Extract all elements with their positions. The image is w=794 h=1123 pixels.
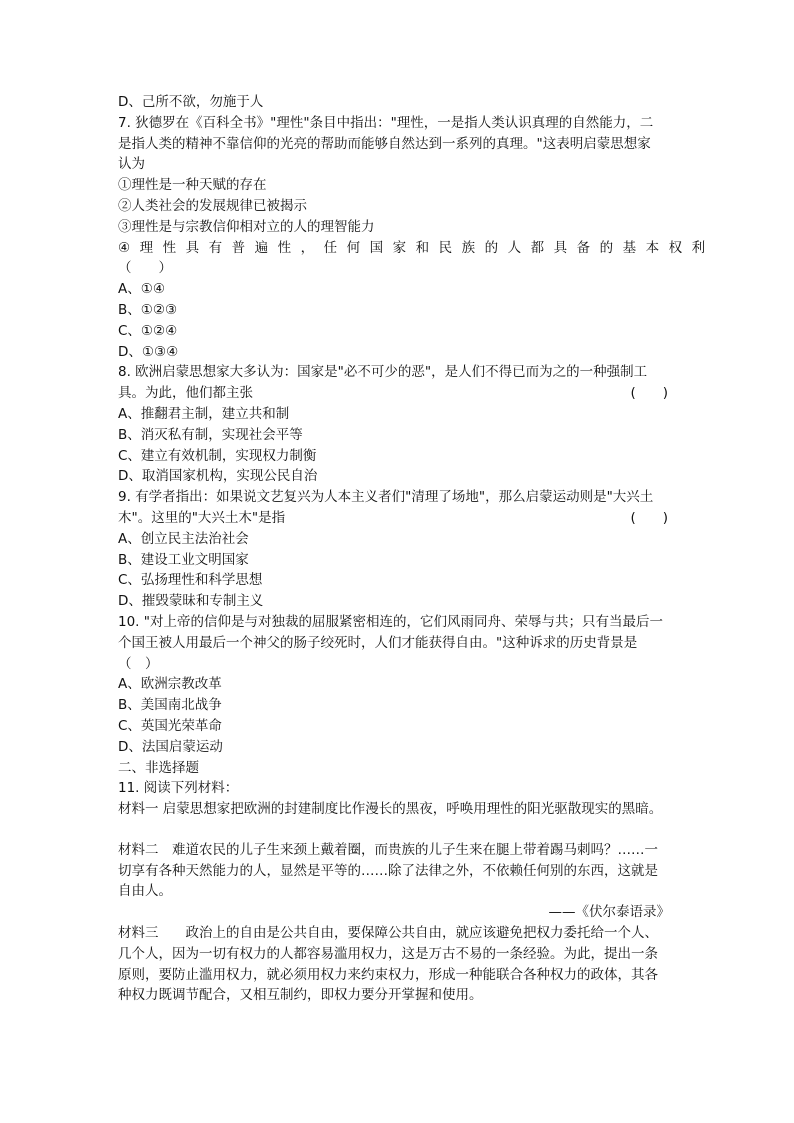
q8-answer-bracket: ( ) [630,385,668,402]
q8-stem-line-2-row [118,383,678,404]
q9-option-a: A、创立民主法治社会 [118,530,249,547]
q11-material-3-line-4: 种权力既调节配合，又相互制约，即权力要分开掌握和使用。 [118,987,483,1004]
q9-option-c: C、弘扬理性和科学思想 [118,572,263,589]
q11-material-2-source: ——《伏尔泰语录》 [548,904,670,921]
section-heading-non-choice: 二、非选择题 [118,759,199,776]
q11-material-1: 材料一 启蒙思想家把欧洲的封建制度比作漫长的黑夜，呼唤用理性的阳光驱散现实的黑暗。 [118,801,663,818]
q8-stem-line-1: 8. 欧洲启蒙思想家大多认为：国家是"必不可少的恶"，是人们不得已而为之的一种强制工 [118,364,648,381]
q8-option-a: A、推翻君主制，建立共和制 [118,405,290,422]
q7-item-4: ④理性具有普遍性，任何国家和民族的人都具备的基本权利 [118,239,715,256]
q8-option-d: D、取消国家机构，实现公民自治 [118,468,318,485]
q10-option-d: D、法国启蒙运动 [118,738,223,755]
q10-option-a: A、欧洲宗教改革 [118,676,222,693]
q10-option-b: B、美国南北战争 [118,697,222,714]
q9-option-b: B、建设工业文明国家 [118,551,249,568]
q7-item-3: ③理性是与宗教信仰相对立的人的理智能力 [118,218,375,235]
q7-stem-line-1: 7. 狄德罗在《百科全书》"理性"条目中指出："理性，一是指人类认识真理的自然能力，二 [118,114,654,131]
q6-option-d: D、己所不欲，勿施于人 [118,94,264,110]
q10-answer-bracket: （ ） [118,655,159,672]
q11-material-2-line-2: 切享有各种天然能力的人，显然是平等的……除了法律之外，不依赖任何别的东西，这就是 [118,862,658,879]
q7-answer-bracket: （ ） [118,260,172,277]
q10-stem-line-2: 个国王被人用最后一个神父的肠子绞死时，人们才能获得自由。"这种诉求的历史背景是 [118,634,638,651]
q7-option-b: B、①②③ [118,301,178,318]
q9-stem-line-2: 木"。这里的"大兴土木"是指 [118,509,286,526]
q7-item-1: ①理性是一种天赋的存在 [118,177,267,194]
q7-stem-line-3: 认为 [118,156,145,173]
q11-stem: 11. 阅读下列材料： [118,780,239,797]
q8-stem-line-2: 具。为此，他们都主张 [118,385,253,402]
q7-option-d: D、①③④ [118,343,179,360]
q7-option-c: C、①②④ [118,322,178,339]
q7-stem-line-2: 是指人类的精神不靠信仰的光亮的帮助而能够自然达到一系列的真理。"这表明启蒙思想家 [118,135,651,152]
q8-option-b: B、消灭私有制，实现社会平等 [118,426,303,443]
q11-material-3-line-2: 几个人，因为一切有权力的人都容易滥用权力，这是万古不易的一条经验。为此，提出一条 [118,945,658,962]
q9-stem-line-2-row [118,508,678,529]
q9-option-d: D、摧毁蒙昧和专制主义 [118,593,264,610]
q10-option-c: C、英国光荣革命 [118,717,222,734]
q9-answer-bracket: ( ) [630,509,668,526]
q11-material-3-line-3: 原则，要防止滥用权力，就必须用权力来约束权力，形成一种能联合各种权力的政体，其各 [118,966,658,983]
paragraph-gap [118,820,678,840]
q11-material-2-line-3: 自由人。 [118,883,172,900]
q7-item-2: ②人类社会的发展规律已被揭示 [118,197,307,214]
q11-material-3-line-1: 材料三 政治上的自由是公共自由，要保障公共自由，就应该避免把权力委托给一个人、 [118,925,658,942]
q10-stem-line-1: 10. "对上帝的信仰是与对独裁的屈服紧密相连的，它们风雨同舟、荣辱与共；只有当最后一 [118,613,663,630]
exam-page [118,92,715,1006]
q8-option-c: C、建立有效机制，实现权力制衡 [118,447,317,464]
q7-option-a: A、①④ [118,281,165,298]
q9-stem-line-1: 9. 有学者指出：如果说文艺复兴为人本主义者们"清理了场地"，那么启蒙运动则是"大兴土 [118,489,654,506]
q11-material-2-line-1: 材料二 难道农民的儿子生来颈上戴着圈，而贵族的儿子生来在腿上带着踢马刺吗？……一 [118,841,658,858]
